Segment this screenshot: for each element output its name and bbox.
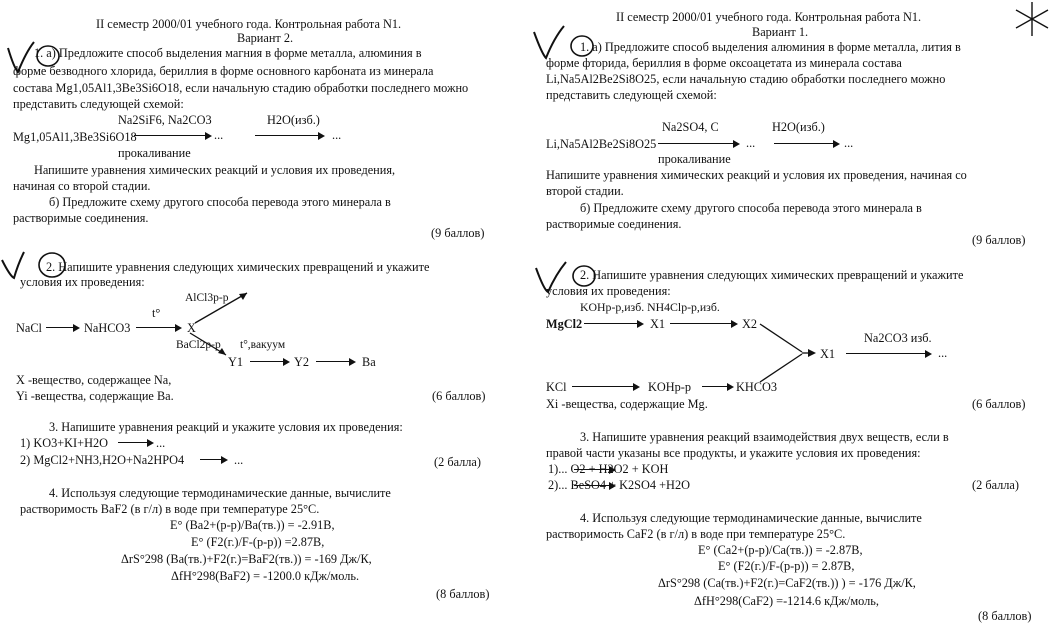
- q3-points: (2 балла): [434, 455, 481, 469]
- q1-dots2: ...: [332, 128, 342, 142]
- q2-x2: X2: [742, 317, 758, 331]
- q1-dots2: ...: [844, 136, 854, 150]
- q1-line6: второй стадии.: [546, 184, 624, 198]
- q1-points: (9 баллов): [972, 233, 1026, 247]
- q1-scheme-start: Mg1,05Al1,3Be3Si6O18: [13, 130, 137, 144]
- q4-enthalpy: ΔfH°298(CaF2) =-1214.6 кДж/моль,: [694, 594, 879, 608]
- q1-line7: б) Предложите схему другого способа перевода этого минерала в: [580, 201, 922, 215]
- q2-line2: условия их проведения:: [20, 275, 145, 289]
- q2-y1: Y1: [228, 355, 244, 369]
- q2-points: (6 баллов): [432, 389, 486, 403]
- q3-line1: 3. Напишите уравнения реакций взаимодействия двух веществ, если в: [580, 430, 949, 444]
- q2-khco3: KHCO3: [736, 380, 777, 394]
- q1-reagent1: Na2SO4, C: [662, 120, 719, 134]
- q2-reagents: KOHр-р,изб. NH4Clр-р,изб.: [580, 300, 720, 314]
- right-exam-page: [528, 0, 1056, 634]
- variant-title: Вариант 1.: [752, 25, 809, 39]
- q4-e2: E° (F2(г.)/F-(р-р)) = 2.87B,: [718, 559, 855, 573]
- q2-y2: Y2: [294, 355, 310, 369]
- q2-koh: KOHр-р: [648, 380, 692, 394]
- q1-line2: форме безводного хлорида, бериллия в форме основного карбоната из минерала: [13, 64, 434, 78]
- q2-t0: t°: [152, 306, 161, 320]
- q1-line5: Напишите уравнения химических реакций и условия их проведения,: [34, 163, 396, 177]
- q2-kcl: KCl: [546, 380, 567, 394]
- q3-arrow1: [118, 442, 152, 443]
- q4-line2: растворимость BaF2 (в г/л) в воде при температуре 25°C.: [20, 502, 320, 516]
- q1-arrow2: [774, 143, 838, 144]
- q2-vacuum: t°,вакуум: [240, 339, 286, 351]
- q1-line1: 1. а) Предложите способ выделения магния в форме металла, алюминия в: [34, 46, 422, 60]
- q1-below-label: прокаливание: [658, 152, 731, 166]
- q4-e1: E° (Ba2+(р-р)/Ba(тв.)) = -2.91B,: [170, 518, 335, 532]
- q3-points: (2 балла): [972, 478, 1019, 492]
- q4-line1: 4. Используя следующие термодинамические данные, вычислите: [49, 486, 391, 500]
- q2-note: Xi -вещества, содержащие Mg.: [546, 397, 708, 411]
- q1-line3: Li,Na5Al2Be2Si8O25, если начальную стадию обработки последнего можно: [546, 72, 946, 86]
- q2-arrow1: [584, 323, 642, 324]
- q1-line8: растворимые соединения.: [546, 217, 682, 231]
- q1-below-label: прокаливание: [118, 146, 191, 160]
- q2-ba: Ba: [362, 355, 376, 369]
- q4-entropy: ΔrS°298 (Ca(тв.)+F2(г.)=CaF2(тв.)) ) = -176 Дж/К,: [658, 576, 916, 590]
- q2-line1: 2. Напишите уравнения следующих химических превращений и укажите: [46, 260, 430, 274]
- q1-line6: начиная со второй стадии.: [13, 179, 151, 193]
- q2-x1a: X1: [650, 317, 666, 331]
- q2-arrow-down: [188, 331, 232, 361]
- q1-arrow1: [134, 135, 210, 136]
- q2-arrow4: [316, 361, 354, 362]
- q4-line2: растворимость CaF2 (в г/л) в воде при температуре 25°C.: [546, 527, 846, 541]
- q1-arrow2: [255, 135, 323, 136]
- q1-reagent1: Na2SiF6, Na2CO3: [118, 113, 212, 127]
- q4-entropy: ΔrS°298 (Ba(тв.)+F2(г.)=BaF2(тв.)) = -169 Дж/К,: [121, 552, 372, 566]
- q1-line8: растворимые соединения.: [13, 211, 149, 225]
- q3-r1: 1) KO3+KI+H2O: [20, 436, 108, 450]
- q1-reagent2: H2O(изб.): [772, 120, 825, 134]
- q3-arrow2: [200, 459, 226, 460]
- q2-points: (6 баллов): [972, 397, 1026, 411]
- q2-line1: 2. Напишите уравнения следующих химических превращений и укажите: [580, 268, 964, 282]
- q4-enthalpy: ΔfH°298(BaF2) = -1200.0 кДж/моль.: [171, 569, 360, 583]
- q3-line1: 3. Напишите уравнения реакций и укажите условия их проведения:: [49, 420, 403, 434]
- q2-note1: X -вещество, содержащее Na,: [16, 373, 172, 387]
- q2-line2: условия их проведения:: [546, 284, 671, 298]
- q1-line2: форме фторида, бериллия в форме оксоацетата из минерала состава: [546, 56, 902, 70]
- q3-line2: правой части указаны все продукты, и укажите условия их проведения:: [546, 446, 921, 460]
- q4-e2: E° (F2(г.)/F-(р-р)) =2.87B,: [191, 535, 325, 549]
- q2-dots: ...: [938, 346, 948, 360]
- q1-line5: Напишите уравнения химических реакций и условия их проведения, начиная со: [546, 168, 967, 182]
- q2-arrow1: [46, 327, 78, 328]
- q2-nacl: NaCl: [16, 321, 42, 335]
- q2-arrow2: [670, 323, 736, 324]
- q3-arrow1: [574, 469, 614, 470]
- q1-line4: представить следующей схемой:: [13, 97, 184, 111]
- q2-arrow2: [136, 327, 180, 328]
- q1-line1: 1. а) Предложите способ выделения алюминия в форме металла, лития в: [580, 40, 961, 54]
- q2-arrow5: [702, 386, 732, 387]
- q2-arrow3: [250, 361, 288, 362]
- q2-alcl3: AlCl3р-р: [185, 292, 229, 304]
- q4-e1: E° (Ca2+(р-р)/Ca(тв.)) = -2.87B,: [698, 543, 863, 557]
- variant-title: Вариант 2.: [237, 31, 294, 45]
- q1-scheme-start: Li,Na5Al2Be2Si8O25: [546, 137, 657, 151]
- q4-points: (8 баллов): [978, 609, 1032, 623]
- q2-bacl2: BaCl2р-р: [176, 339, 221, 351]
- q2-x1b: X1: [820, 347, 836, 361]
- q1-points: (9 баллов): [431, 226, 485, 240]
- q2-note2: Yi -вещества, содержащие Ba.: [16, 389, 174, 403]
- q1-dots1: ...: [214, 128, 224, 142]
- q1-line3: состава Mg1,05Al1,3Be3Si6O18, если начальную стадию обработки последнего можно: [13, 81, 469, 95]
- q3-r1: 1)... O2 + H2O2 + KOH: [548, 462, 669, 476]
- q1-line4: представить следующей схемой:: [546, 88, 717, 102]
- q3-arrow2: [574, 485, 614, 486]
- q2-x: X: [187, 321, 196, 335]
- q2-mgcl2: MgCl2: [546, 317, 583, 331]
- q1-reagent2: H2O(изб.): [267, 113, 320, 127]
- page-header: II семестр 2000/01 учебного года. Контрольная работа N1.: [96, 17, 402, 31]
- q1-line7: б) Предложите схему другого способа перевода этого минерала в: [49, 195, 391, 209]
- q2-arrow3: [846, 353, 930, 354]
- q3-r1-dots: ...: [156, 436, 166, 450]
- page-header: II семестр 2000/01 учебного года. Контрольная работа N1.: [616, 10, 922, 24]
- q3-r2-dots: ...: [234, 453, 244, 467]
- q4-line1: 4. Используя следующие термодинамические данные, вычислите: [580, 511, 922, 525]
- q1-arrow1: [658, 143, 738, 144]
- q3-r2: 2)... BeSO4 + K2SO4 +H2O: [548, 478, 690, 492]
- q1-dots1: ...: [746, 136, 756, 150]
- q2-arrow4: [572, 386, 638, 387]
- star-scribble-icon: [1012, 0, 1052, 40]
- q2-na2co3: Na2CO3 изб.: [864, 331, 932, 345]
- q2-arrow-up: [193, 287, 253, 327]
- q3-r2: 2) MgCl2+NH3,H2O+Na2HPO4: [20, 453, 185, 467]
- q2-nahco3: NaHCO3: [84, 321, 131, 335]
- q4-points: (8 баллов): [436, 587, 490, 601]
